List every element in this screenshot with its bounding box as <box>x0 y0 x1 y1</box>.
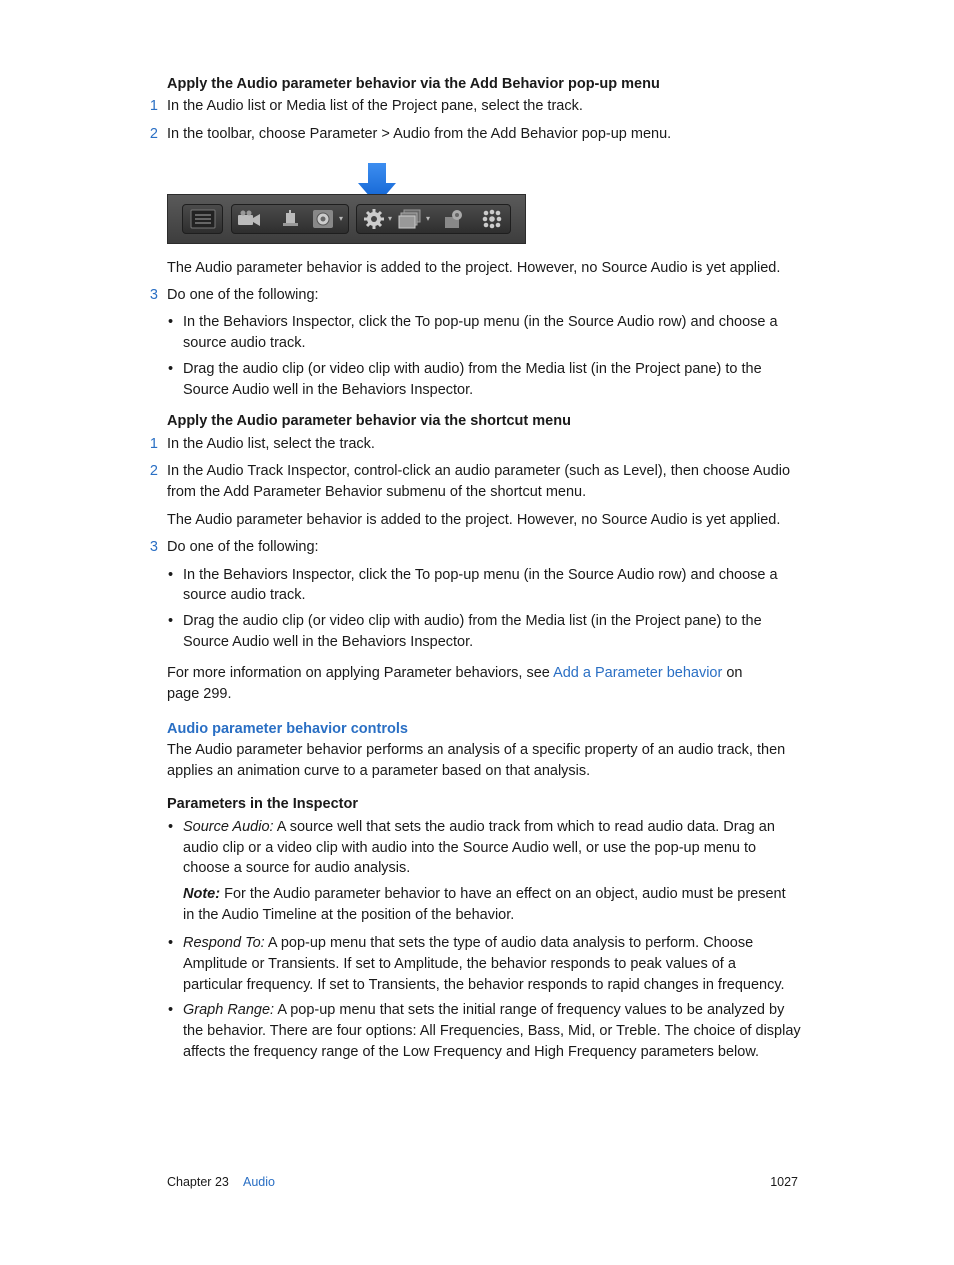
more-info-paragraph <box>167 663 743 684</box>
source-audio-item <box>183 817 775 838</box>
light-icon <box>277 208 303 230</box>
step-number: 3 <box>149 287 158 303</box>
toolbar-group <box>182 204 223 234</box>
footer-chapter-link[interactable]: Audio <box>243 1175 275 1189</box>
generator-icon <box>310 208 336 230</box>
step-number: 2 <box>149 126 158 142</box>
add-parameter-behavior-link[interactable]: Add a Parameter behavior <box>553 665 723 681</box>
note-text: in the Audio Timeline at the position of the behavior. <box>183 907 515 923</box>
param-desc: A pop-up menu that sets the type of audio data analysis to perform. Choose <box>264 935 754 951</box>
param-desc: audio clip or a video clip with audio into the Source Audio well, or use the pop-up menu to <box>183 840 757 856</box>
intro-text: applies an animation curve to a parameter based on that analysis. <box>167 763 591 779</box>
filter-icon <box>397 208 423 230</box>
bullet-text: source audio track. <box>183 335 306 351</box>
param-desc: A pop-up menu that sets the initial range of frequency values to be analyzed by <box>274 1002 785 1018</box>
param-term: Graph Range: <box>183 1002 275 1018</box>
note-term: Note: <box>183 886 221 902</box>
result-paragraph: The Audio parameter behavior is added to the project. However, no Source Audio is yet applied. <box>167 512 781 528</box>
step-text: Do one of the following: <box>167 287 319 303</box>
section-heading: Apply the Audio parameter behavior via the Add Behavior pop-up menu <box>167 76 660 92</box>
particles-icon <box>479 208 505 230</box>
note-text: For the Audio parameter behavior to have an effect on an object, audio must be present <box>220 886 786 902</box>
step-text: from the Add Parameter Behavior submenu of the shortcut menu. <box>167 484 587 500</box>
step-text: In the toolbar, choose Parameter > Audio from the Add Behavior pop-up menu. <box>167 126 672 142</box>
step-number: 3 <box>149 539 158 555</box>
replicator-icon <box>441 208 467 230</box>
footer-chapter: Chapter 23 <box>167 1175 229 1189</box>
inspector-icon <box>189 208 217 230</box>
bullet-icon: • <box>168 567 174 583</box>
more-info-text: For more information on applying Parameter behaviors, see <box>167 665 554 681</box>
bullet-text: source audio track. <box>183 587 306 603</box>
respond-to-item <box>183 933 753 954</box>
note <box>183 884 786 905</box>
param-term: Respond To: <box>183 935 265 951</box>
param-desc: A source well that sets the audio track from which to read audio data. Drag an <box>273 819 775 835</box>
bullet-text: In the Behaviors Inspector, click the To pop-up menu (in the Source Audio row) and choose a <box>183 314 778 330</box>
behavior-gear-icon <box>361 208 387 230</box>
dropdown-triangle-icon: ▾ <box>388 214 393 223</box>
camera-icon <box>236 208 262 230</box>
bullet-icon: • <box>168 935 174 951</box>
params-heading: Parameters in the Inspector <box>167 796 358 812</box>
param-desc: affects the frequency range of the Low Frequency and High Frequency parameters below. <box>183 1044 760 1060</box>
bullet-icon: • <box>168 613 174 629</box>
param-desc: particular frequency. If set to Transients, the behavior responds to rapid changes in frequency. <box>183 977 785 993</box>
param-term: Source Audio: <box>183 819 274 835</box>
step-text: In the Audio Track Inspector, control-click an audio parameter (such as Level), then choose Audio <box>167 463 791 479</box>
bullet-icon: • <box>168 1002 174 1018</box>
dropdown-triangle-icon: ▾ <box>426 214 431 223</box>
toolbar-group <box>231 204 349 234</box>
dropdown-triangle-icon: ▾ <box>339 214 344 223</box>
intro-text: The Audio parameter behavior performs an analysis of a specific property of an audio track, then <box>167 742 786 758</box>
step-number: 1 <box>149 436 158 452</box>
bullet-text: Source Audio well in the Behaviors Inspector. <box>183 634 474 650</box>
bullet-text: Source Audio well in the Behaviors Inspector. <box>183 382 474 398</box>
graph-range-item <box>183 1000 784 1021</box>
step-text: Do one of the following: <box>167 539 319 555</box>
toolbar-group <box>356 204 511 234</box>
step-number: 2 <box>149 463 158 479</box>
step-text: In the Audio list or Media list of the Project pane, select the track. <box>167 98 583 114</box>
bullet-text: Drag the audio clip (or video clip with audio) from the Media list (in the Project pane) to the <box>183 613 762 629</box>
more-info-text: on <box>722 665 743 681</box>
bullet-text: In the Behaviors Inspector, click the To pop-up menu (in the Source Audio row) and choose a <box>183 567 778 583</box>
more-info-text: page 299. <box>167 686 232 702</box>
bullet-icon: • <box>168 314 174 330</box>
param-desc: choose a source for audio analysis. <box>183 860 411 876</box>
subsection-heading: Audio parameter behavior controls <box>167 721 408 737</box>
param-desc: the behavior. There are four options: All Frequencies, Bass, Mid, or Treble. The choice of display <box>183 1023 801 1039</box>
section-heading: Apply the Audio parameter behavior via the shortcut menu <box>167 413 571 429</box>
bullet-icon: • <box>168 819 174 835</box>
result-paragraph: The Audio parameter behavior is added to the project. However, no Source Audio is yet applied. <box>167 260 781 276</box>
page-number: 1027 <box>770 1175 798 1189</box>
param-desc: Amplitude or Transients. If set to Amplitude, the behavior responds to peak values of a <box>183 956 736 972</box>
step-number: 1 <box>149 98 158 114</box>
step-text: In the Audio list, select the track. <box>167 436 375 452</box>
bullet-text: Drag the audio clip (or video clip with audio) from the Media list (in the Project pane) to the <box>183 361 762 377</box>
bullet-icon: • <box>168 361 174 377</box>
toolbar-screenshot <box>167 194 526 244</box>
